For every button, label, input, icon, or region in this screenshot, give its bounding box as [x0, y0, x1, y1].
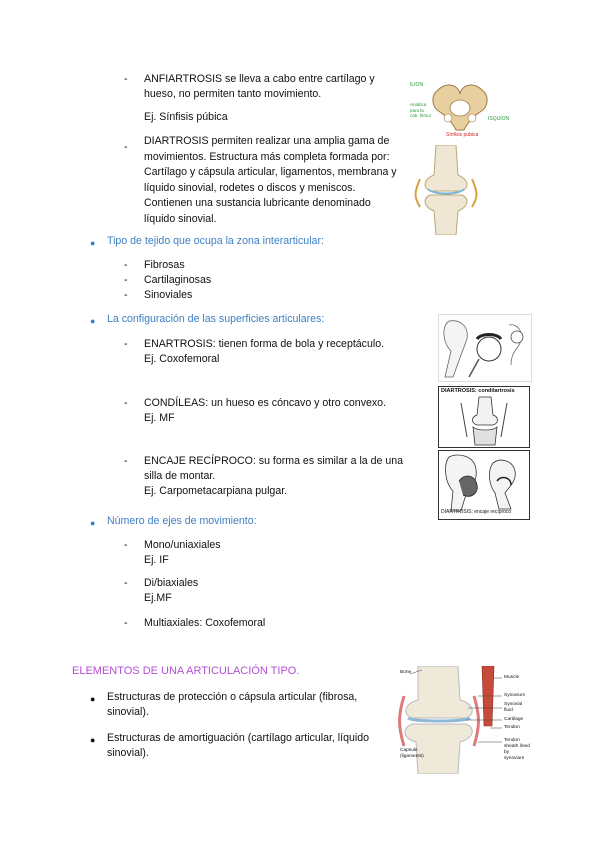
encaje-figure-label: DIARTROSIS: encaje recíproco — [441, 509, 512, 515]
typical-joint-label-muscle: Muscle — [504, 675, 520, 680]
condilea-figure-label: DIARTROSIS: condilartrosis — [441, 388, 515, 394]
bullet-icon: ● — [90, 238, 96, 248]
bullet-icon: ● — [90, 518, 96, 528]
ejes-bi-line1: Di/biaxiales — [144, 577, 199, 589]
encaje-figure — [438, 450, 530, 520]
pelvis-label-isquion: ISQUION — [488, 116, 510, 122]
dash-marker: - — [124, 577, 128, 589]
typical-joint-label-tendon-sheath: Tendon sheath lined by synovium — [504, 738, 530, 761]
pelvis-figure — [408, 78, 512, 142]
pelvis-label-sinfisis: Sínfisis púbica — [446, 132, 479, 138]
tejido-heading: Tipo de tejido que ocupa la zona interarticular: — [107, 235, 324, 247]
tejido-item: Cartilaginosas — [144, 274, 212, 286]
anfiartrosis-example: Ej. Sínfisis púbica — [144, 111, 228, 123]
dash-marker: - — [124, 274, 128, 286]
dash-marker: - — [124, 338, 128, 350]
dash-marker: - — [124, 259, 128, 271]
enartrosis-figure — [438, 314, 532, 382]
dash-marker: - — [124, 539, 128, 551]
typical-joint-label-tendon: Tendon — [504, 725, 520, 730]
dash-marker: - — [124, 73, 128, 85]
pelvis-label-acetabulo: Anattica para la cab. fémur — [410, 102, 432, 118]
pelvis-label-ilion: ILION — [410, 82, 424, 88]
encaje-line2: silla de montar. — [144, 470, 216, 482]
encaje-line3: Ej. Carpometacarpiana pulgar. — [144, 485, 288, 497]
dash-marker: - — [124, 455, 128, 467]
tejido-item: Fibrosas — [144, 259, 185, 271]
typical-joint-label-bone: Bone — [400, 670, 412, 675]
configuracion-heading: La configuración de las superficies articulares: — [107, 313, 325, 325]
elementos-heading: ELEMENTOS DE UNA ARTICULACIÓN TIPO. — [72, 665, 300, 677]
diartrosis-text: DIARTROSIS permiten realizar una amplia gama de movimientos. Estructura más completa formada por: Cartílago y cápsula articular, ligamentos, membrana y líquido sinovial, rodetes o discos y meniscos. Contienen una sustancia lubricante denominado líquido sinovial. — [144, 135, 397, 225]
elementos-item: Estructuras de amortiguación (cartílago articular, líquido sinovial). — [107, 732, 370, 759]
bullet-icon: ● — [90, 735, 96, 745]
anfiartrosis-text: ANFIARTROSIS se lleva a cabo entre cartílago y hueso, no permiten tanto movimiento. — [144, 73, 375, 100]
ejes-heading: Número de ejes de movimiento: — [107, 515, 257, 527]
tejido-item: Sinoviales — [144, 289, 193, 301]
enartrosis-line1: ENARTROSIS: tienen forma de bola y receptáculo. — [144, 338, 385, 350]
condileas-line1: CONDÍLEAS: un hueso es cóncavo y otro convexo. — [144, 397, 387, 409]
elementos-item: Estructuras de protección o cápsula articular (fibrosa, sinovial). — [107, 691, 358, 718]
condileas-line2: Ej. MF — [144, 412, 175, 424]
dash-marker: - — [124, 289, 128, 301]
typical-joint-label-synovial-fluid: Synovial fluid — [504, 702, 523, 713]
enartrosis-line2: Ej. Coxofemoral — [144, 353, 220, 365]
typical-joint-label-capsule: Capsule (ligaments) — [400, 748, 424, 759]
bullet-icon: ● — [90, 694, 96, 704]
typical-joint-label-cartilage: Cartilage — [504, 717, 524, 722]
dash-marker: - — [124, 141, 128, 153]
typical-joint-label-synovium: Synovium — [504, 693, 526, 698]
condilea-figure — [438, 386, 530, 448]
dash-marker: - — [124, 397, 128, 409]
ejes-bi-line2: Ej.MF — [144, 592, 172, 604]
typical-joint-figure — [398, 666, 530, 774]
ejes-mono-line2: Ej. IF — [144, 554, 169, 566]
joint-figure — [406, 145, 486, 235]
ejes-multi-line1: Multiaxiales: Coxofemoral — [144, 617, 266, 629]
encaje-line1: ENCAJE RECÍPROCO: su forma es similar a la de una — [144, 455, 404, 467]
ejes-mono-line1: Mono/uniaxiales — [144, 539, 221, 551]
bullet-icon: ● — [90, 316, 96, 326]
dash-marker: - — [124, 617, 128, 629]
